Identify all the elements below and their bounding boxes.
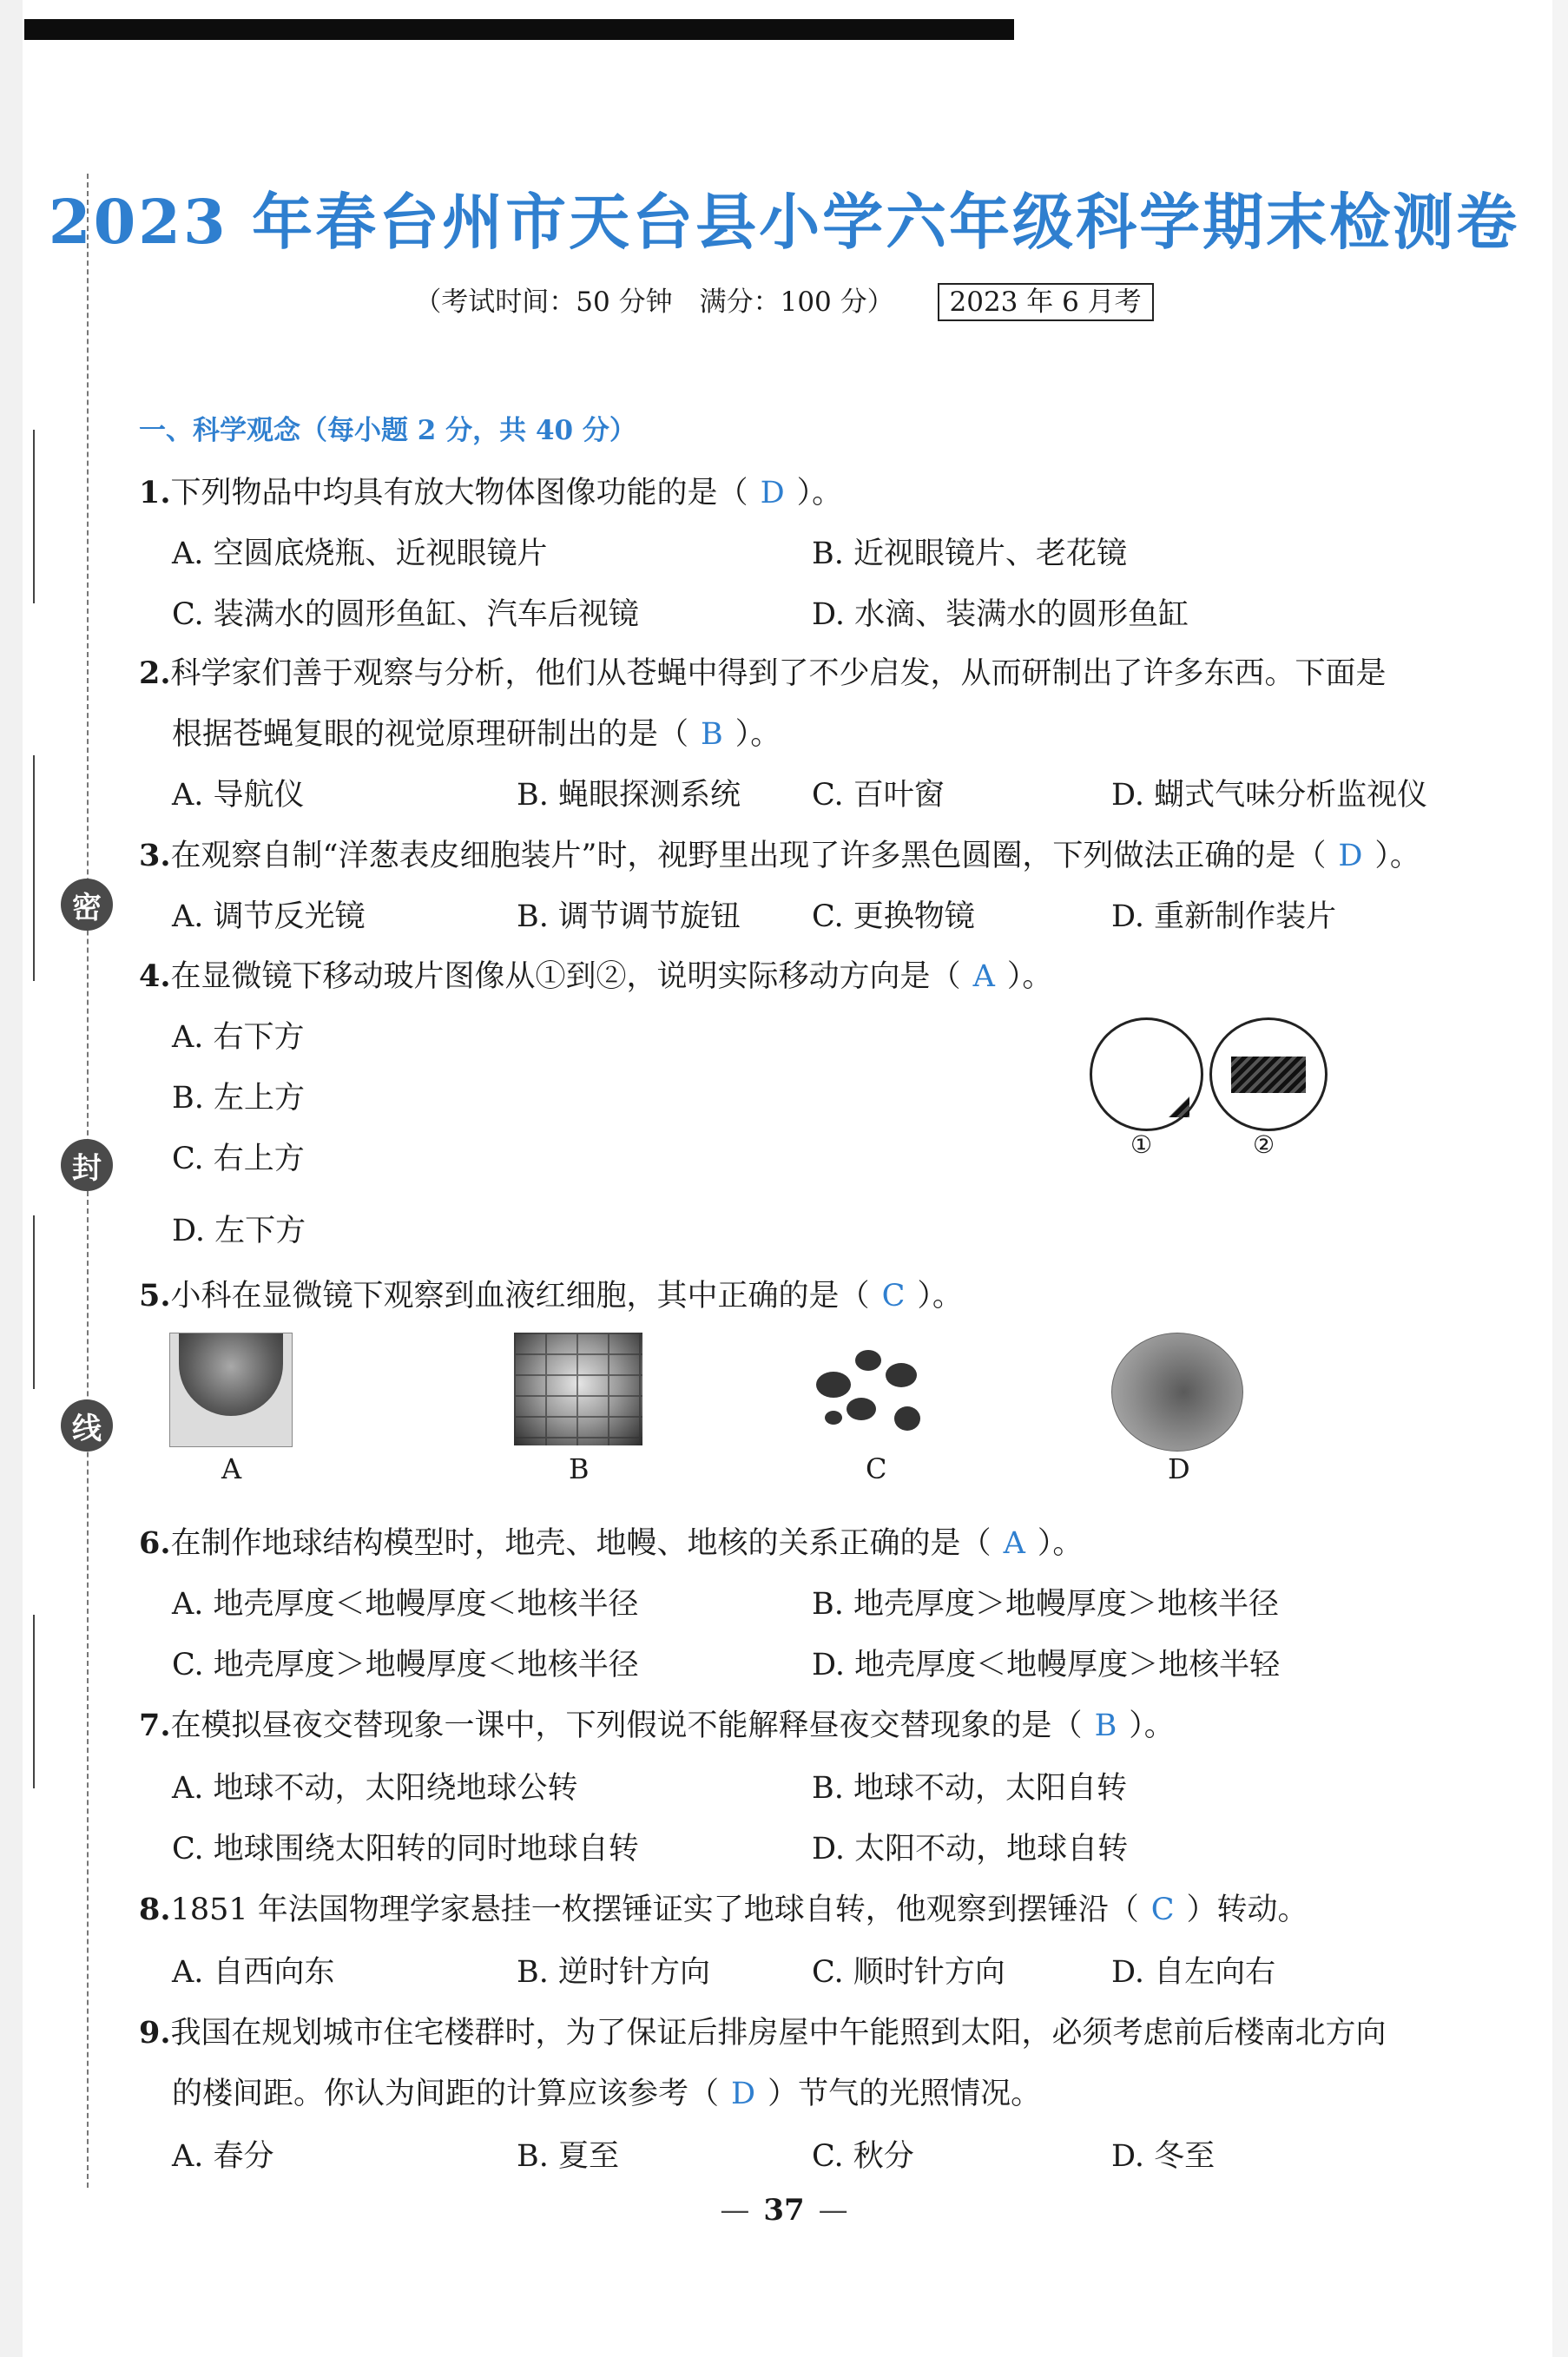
question-stem: 小科在显微镜下观察到血液红细胞，其中正确的是（ <box>170 1279 870 1313</box>
option-a: A. 地球不动，太阳绕地球公转 <box>172 1771 578 1806</box>
page-title: 2023 年春台州市天台县小学六年级科学期末检测卷 <box>48 186 1520 258</box>
answer-mark: C <box>1150 1893 1175 1927</box>
seal-feng: 封 <box>61 1139 113 1191</box>
question-stem-end: ）。 <box>1129 1708 1175 1743</box>
question-stem: 在显微镜下移动玻片图像从①到②，说明实际移动方向是（ <box>170 959 961 994</box>
question-stem: 根据苍蝇复眼的视觉原理研制出的是（ <box>172 717 689 752</box>
option-b: B. 调节调节旋钮 <box>517 899 741 934</box>
question-number: 2. <box>139 655 171 691</box>
question-number: 1. <box>139 475 171 510</box>
image-label-b: B <box>569 1452 590 1485</box>
question-9-line2 <box>172 2070 1041 2113</box>
question-8 <box>139 1886 1308 1929</box>
micrograph-d <box>1111 1333 1243 1452</box>
answer-mark: D <box>731 2077 756 2111</box>
top-black-bar <box>24 19 1014 40</box>
answer-mark: A <box>972 959 995 994</box>
section-heading: 一、科学观念（每小题 2 分，共 40 分） <box>139 415 636 446</box>
option-d: D. 蝴式气味分析监视仪 <box>1111 778 1428 813</box>
image-label-c: C <box>866 1452 887 1485</box>
question-2 <box>139 649 1387 693</box>
question-stem-end: ）转动。 <box>1186 1893 1308 1927</box>
option-a: A. 春分 <box>172 2139 274 2174</box>
option-d: D. 冬至 <box>1111 2139 1216 2174</box>
question-stem-end: ）节气的光照情况。 <box>768 2077 1042 2111</box>
answer-mark: D <box>760 476 785 510</box>
question-stem: 下列物品中均具有放大物体图像功能的是（ <box>170 476 748 510</box>
question-stem: 科学家们善于观察与分析，他们从苍蝇中得到了不少启发，从而研制出了许多东西。下面是 <box>170 656 1387 691</box>
image-label-d: D <box>1168 1452 1190 1485</box>
micrograph-c <box>807 1337 938 1445</box>
question-stem-end: ）。 <box>1374 839 1420 873</box>
page-footer: — 37 — <box>720 2193 848 2228</box>
question-stem: 我国在规划城市住宅楼群时，为了保证后排房屋中午能照到太阳，必须考虑前后楼南北方向 <box>170 2016 1387 2051</box>
option-c: C. 地壳厚度＞地幔厚度＜地核半径 <box>172 1648 639 1682</box>
option-a: A. 调节反光镜 <box>172 899 366 934</box>
school-blank-line <box>33 1615 35 1788</box>
specimen-shape <box>1169 1096 1189 1117</box>
question-1 <box>139 469 842 512</box>
page-number: 37 <box>763 2193 805 2228</box>
question-number: 9. <box>139 2015 171 2051</box>
question-number: 4. <box>139 958 171 994</box>
question-number: 7. <box>139 1708 171 1743</box>
question-5 <box>139 1272 963 1315</box>
option-c: C. 更换物镜 <box>812 899 975 934</box>
option-b: B. 左上方 <box>172 1081 305 1116</box>
question-6 <box>139 1519 1083 1563</box>
option-c: C. 百叶窗 <box>812 778 945 813</box>
page-edge <box>0 0 23 2357</box>
option-b: B. 蝇眼探测系统 <box>517 778 741 813</box>
question-number: 3. <box>139 838 171 873</box>
question-7 <box>139 1702 1175 1745</box>
exam-info-line <box>0 280 1568 319</box>
option-a: A. 自西向东 <box>172 1955 335 1990</box>
question-stem: 在制作地球结构模型时，地壳、地幔、地核的关系正确的是（ <box>170 1526 992 1561</box>
specimen-shape <box>1231 1057 1306 1093</box>
option-d: D. 太阳不动，地球自转 <box>812 1832 1129 1867</box>
question-stem: 的楼间距。你认为间距的计算应该参考（ <box>172 2077 720 2111</box>
question-stem: 在观察自制“洋葱表皮细胞装片”时，视野里出现了许多黑色圆圈，下列做法正确的是（ <box>170 839 1327 873</box>
option-c: C. 右上方 <box>172 1142 305 1176</box>
microscope-view-1 <box>1090 1017 1203 1131</box>
figure-label-1: ① <box>1130 1130 1153 1159</box>
option-b: B. 近视眼镜片、老花镜 <box>812 537 1127 571</box>
question-2-line2 <box>172 710 781 754</box>
question-3 <box>139 832 1420 875</box>
question-4 <box>139 952 1052 996</box>
question-stem: 在模拟昼夜交替现象一课中，下列假说不能解释昼夜交替现象的是（ <box>170 1708 1083 1743</box>
option-d: D. 重新制作装片 <box>1111 899 1337 934</box>
option-d: D. 水滴、装满水的圆形鱼缸 <box>812 597 1189 632</box>
option-b: B. 夏至 <box>517 2139 619 2174</box>
option-a: A. 右下方 <box>172 1020 305 1055</box>
question-number: 8. <box>139 1892 171 1927</box>
question-stem-end: ）。 <box>1037 1526 1084 1561</box>
micrograph-a <box>169 1333 293 1447</box>
image-label-a: A <box>221 1452 242 1485</box>
number-blank-line <box>33 1215 35 1389</box>
option-b: B. 地球不动，太阳自转 <box>812 1771 1127 1806</box>
option-c: C. 秋分 <box>812 2139 914 2174</box>
answer-mark: D <box>1338 839 1363 873</box>
exam-date-box: 2023 年 6 月考 <box>938 283 1154 321</box>
option-c: C. 装满水的圆形鱼缸、汽车后视镜 <box>172 597 639 632</box>
microscope-view-2 <box>1209 1017 1328 1131</box>
figure-label-2: ② <box>1253 1130 1275 1159</box>
option-c: C. 顺时针方向 <box>812 1955 1005 1990</box>
question-stem-end: ）。 <box>735 717 781 752</box>
question-number: 6. <box>139 1525 171 1561</box>
option-d: D. 地壳厚度＜地幔厚度＞地核半轻 <box>812 1648 1281 1682</box>
question-stem: 1851 年法国物理学家悬挂一枚摆锤证实了地球自转，他观察到摆锤沿（ <box>170 1893 1139 1927</box>
option-b: B. 逆时针方向 <box>517 1955 710 1990</box>
answer-mark: A <box>1003 1526 1025 1561</box>
option-b: B. 地壳厚度＞地幔厚度＞地核半径 <box>812 1587 1279 1622</box>
answer-mark: C <box>881 1279 906 1313</box>
question-stem-end: ）。 <box>796 476 843 510</box>
question-stem-end: ）。 <box>1006 959 1053 994</box>
question-stem-end: ）。 <box>917 1279 963 1313</box>
class-blank-line <box>33 755 35 981</box>
answer-mark: B <box>701 717 723 752</box>
seal-xian: 线 <box>61 1399 113 1452</box>
option-d: D. 自左向右 <box>1111 1955 1276 1990</box>
option-d: D. 左下方 <box>172 1214 306 1248</box>
option-a: A. 地壳厚度＜地幔厚度＜地核半径 <box>172 1587 639 1622</box>
question-9 <box>139 2009 1387 2052</box>
option-c: C. 地球围绕太阳转的同时地球自转 <box>172 1832 639 1867</box>
page-edge <box>1552 0 1568 2357</box>
answer-mark: B <box>1094 1708 1117 1743</box>
seal-mi: 密 <box>61 879 113 931</box>
option-a: A. 导航仪 <box>172 778 305 813</box>
question-number: 5. <box>139 1278 171 1313</box>
micrograph-b <box>514 1333 642 1445</box>
option-a: A. 空圆底烧瓶、近视眼镜片 <box>172 537 548 571</box>
exam-info: （考试时间：50 分钟 满分：100 分） <box>414 286 894 318</box>
name-blank-line <box>33 430 35 603</box>
